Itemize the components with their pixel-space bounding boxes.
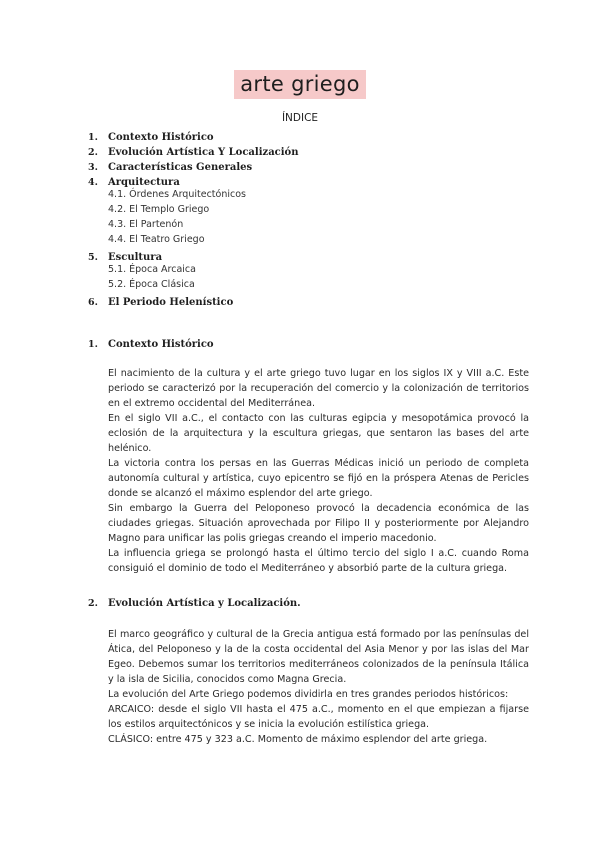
toc-subitem-number: 4.1. — [108, 189, 127, 200]
toc-subitem-label: El Templo Griego — [129, 204, 210, 215]
paragraph: En el siglo VII a.C., el contacto con las culturas egipcia y mesopotámica provocó la eclosión de la arquitectura y la escultura griegas, que sentaron las bases del arte helénico. — [108, 413, 529, 454]
toc-item-label: Escultura — [108, 252, 163, 263]
toc-item-number: 2. — [88, 147, 98, 158]
toc-subitem — [88, 217, 508, 232]
toc-item-number: 5. — [88, 252, 98, 263]
paragraph: El marco geográfico y cultural de la Grecia antigua está formado por las penínsulas del Ática, del Peloponeso y la de la costa occidental del Asia Menor y por las islas del Mar Egeo. Debemos sumar los territorios mediterráneos colonizados de la península Itálica y la isla de Sicilia, conocidos como Magna Grecia. — [108, 629, 529, 685]
paragraph: Sin embargo la Guerra del Peloponeso provocó la decadencia económica de las ciudades griegas. Situación aprovechada por Filipo II y posteriormente por Alejandro Magno para unificar las polis griegas creando el imperio macedonio. — [108, 503, 529, 544]
toc-subitem-label: El Teatro Griego — [129, 234, 205, 245]
toc-subitem-number: 5.2. — [108, 279, 127, 290]
toc-item — [88, 142, 508, 157]
toc-subitem — [88, 232, 508, 247]
toc-subitem-label: Época Clásica — [129, 279, 195, 290]
toc-item-label: Características Generales — [108, 162, 253, 173]
paragraph: La victoria contra los persas en las Guerras Médicas inició un periodo de completa autonomía cultural y artística, cuyo epicentro se fijó en la próspera Atenas de Pericles donde se alcanzó el máximo esplendor del arte griego. — [108, 458, 529, 499]
index-heading: ÍNDICE — [281, 112, 319, 124]
toc-subitem-number: 5.1. — [108, 264, 127, 275]
toc-subitem-label: El Partenón — [129, 219, 184, 230]
toc-subitem-number: 4.4. — [108, 234, 127, 245]
paragraph: El nacimiento de la cultura y el arte griego tuvo lugar en los siglos IX y VIII a.C. Este periodo se caracterizó por la recuperación del comercio y la colonización de territorios en el extremo occidental del Mediterránea. — [108, 368, 529, 409]
toc-subitem — [88, 202, 508, 217]
paragraph: ARCAICO: desde el siglo VII hasta el 475 a.C., momento en el que empiezan a fijarse los estilos arquitectónicos y se inicia la evolución estilística griega. — [108, 704, 529, 730]
toc-subitem — [88, 277, 508, 292]
section-body — [108, 366, 529, 576]
section-number: 2. — [88, 598, 98, 609]
section-body — [108, 627, 529, 747]
paragraph: La influencia griega se prolongó hasta el último tercio del siglo I a.C. cuando Roma consiguió el dominio de todo el Mediterráneo y absorbió parte de la cultura griega. — [108, 548, 529, 574]
toc-item — [88, 157, 508, 172]
section-title: Evolución Artística y Localización. — [108, 598, 301, 609]
paragraph: CLÁSICO: entre 475 y 323 a.C. Momento de máximo esplendor del arte griega. — [108, 734, 488, 745]
table-of-contents — [88, 127, 508, 307]
title-container — [0, 70, 600, 99]
document-title: arte griego — [234, 70, 366, 99]
toc-item — [88, 172, 508, 187]
section-title: Contexto Histórico — [108, 339, 214, 350]
section-heading — [88, 598, 301, 609]
toc-subitem-number: 4.3. — [108, 219, 127, 230]
toc-item-number: 4. — [88, 177, 98, 188]
toc-item-number: 3. — [88, 162, 98, 173]
paragraph: La evolución del Arte Griego podemos dividirla en tres grandes periodos históricos: — [108, 689, 509, 700]
toc-subitem-label: Época Arcaica — [129, 264, 196, 275]
section-number: 1. — [88, 339, 98, 350]
toc-item-label: Contexto Histórico — [108, 132, 214, 143]
toc-item-number: 6. — [88, 297, 98, 308]
toc-subitem-label: Órdenes Arquitectónicos — [129, 189, 246, 200]
toc-subitem-number: 4.2. — [108, 204, 127, 215]
toc-item-label: Arquitectura — [108, 177, 180, 188]
section-heading — [88, 339, 214, 350]
toc-item-label: Evolución Artística Y Localización — [108, 147, 299, 158]
toc-item — [88, 292, 508, 307]
toc-subitem — [88, 187, 508, 202]
toc-item-label: El Periodo Helenístico — [108, 297, 234, 308]
toc-item — [88, 127, 508, 142]
toc-subitem — [88, 262, 508, 277]
toc-item-number: 1. — [88, 132, 98, 143]
toc-item — [88, 247, 508, 262]
